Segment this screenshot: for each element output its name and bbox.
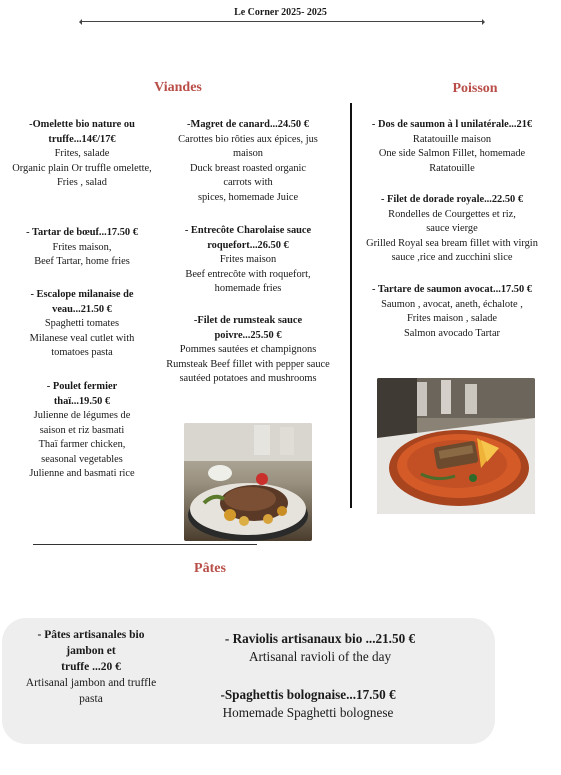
item-desc: pasta xyxy=(79,693,103,705)
item-name: -Magret de canard...24.50 € xyxy=(187,119,309,130)
item-desc: Artisanal ravioli of the day xyxy=(248,649,392,664)
item-desc: Thaï farmer chicken, seasonal vegetables xyxy=(38,439,126,465)
menu-title: Le Corner 2025- 2025 xyxy=(234,7,327,18)
item-name: - Tartare de saumon avocat...17.50 € xyxy=(372,284,532,295)
menu-item-escalope xyxy=(12,288,152,361)
item-desc: Frites maison xyxy=(219,254,277,265)
section-divider xyxy=(33,544,257,545)
item-desc: Saumon , avocat, aneth, échalote , xyxy=(381,298,523,310)
menu-item-entrecote xyxy=(160,224,336,297)
item-desc: homemade fries xyxy=(214,283,282,294)
item-name: -Filet de rumsteak sauce poivre...25.50 € xyxy=(193,315,303,341)
item-desc: Frites maison , salade xyxy=(406,313,498,324)
section-title-poisson: Poisson xyxy=(452,81,498,96)
item-desc: spices, homemade Juice xyxy=(197,191,299,203)
menu-item-rumsteak xyxy=(160,314,336,387)
item-name: truffe ...20 € xyxy=(61,661,121,673)
meat-dish-image xyxy=(184,423,312,541)
photo-meat-dish xyxy=(184,423,312,541)
item-desc: Beef Tartar, home fries xyxy=(34,256,130,267)
menu-item-pates-artisanales xyxy=(8,627,174,707)
item-desc: sauce ,rice and zucchini slice xyxy=(391,252,513,263)
item-name: - Pâtes artisanales bio xyxy=(37,629,145,641)
salmon-dish-image xyxy=(377,378,535,514)
item-desc: Ratatouille xyxy=(429,162,475,174)
item-desc: sautéed potatoes and mushrooms xyxy=(179,373,317,384)
item-name: - Escalope milanaise de veau...21.50 € xyxy=(30,289,134,315)
item-desc: Beef entrecôte with roquefort, xyxy=(185,268,311,280)
item-name: jambon et xyxy=(66,645,116,657)
menu-item-tartar-boeuf xyxy=(12,226,152,270)
item-desc: Julienne and basmati rice xyxy=(29,468,135,479)
item-name: - Filet de dorade royale...22.50 € xyxy=(380,194,524,205)
item-desc: Frites maison, xyxy=(52,241,112,253)
item-name: - Poulet fermier thaï...19.50 € xyxy=(46,381,118,407)
item-desc: Carottes bio rôties aux épices, jus maison xyxy=(178,133,318,159)
menu-item-spaghettis xyxy=(176,686,440,722)
item-desc: Milanese veal cutlet with tomatoes pasta xyxy=(29,332,135,358)
item-desc: Organic plain Or truffle omelette, xyxy=(12,162,152,174)
item-desc: Frites, salade xyxy=(54,148,110,159)
photo-salmon-dish xyxy=(377,378,535,514)
menu-item-saumon-unilaterale xyxy=(352,118,552,176)
item-desc: Ratatouille maison xyxy=(412,133,492,145)
menu-item-omelette xyxy=(12,118,152,191)
item-desc: Artisanal jambon and truffle xyxy=(25,677,157,689)
item-desc: Rondelles de Courgettes et riz, xyxy=(388,208,516,220)
item-desc: Pommes sautées et champignons xyxy=(179,344,317,355)
item-name: - Dos de saumon à l unilatérale...21€ xyxy=(371,119,533,130)
item-desc: sauce vierge xyxy=(426,223,478,234)
item-desc: Julienne de légumes de saison et riz basmati xyxy=(33,410,131,436)
item-name: -Spaghettis bolognaise...17.50 € xyxy=(220,687,396,702)
item-desc: Homemade Spaghetti bolognese xyxy=(222,705,394,720)
item-name: - Raviolis artisanaux bio ...21.50 € xyxy=(224,631,416,646)
menu-item-dorade xyxy=(352,193,552,266)
item-name: -Omelette bio nature ou truffe...14€/17€ xyxy=(29,119,135,145)
item-desc: One side Salmon Fillet, homemade xyxy=(378,148,526,159)
item-desc: Duck breast roasted organic carrots with xyxy=(189,162,307,188)
title-underline-arrow xyxy=(82,21,482,22)
item-desc: Spaghetti tomates xyxy=(44,318,120,329)
section-title-pates: Pâtes xyxy=(194,561,226,576)
item-desc: Rumsteak Beef fillet with pepper sauce xyxy=(166,358,330,370)
item-desc: Grilled Royal sea bream fillet with virgin xyxy=(366,237,538,249)
section-title-viandes: Viandes xyxy=(154,80,202,95)
item-desc: Fries , salad xyxy=(57,177,107,188)
menu-item-magret xyxy=(160,118,336,205)
item-name: - Tartar de bœuf...17.50 € xyxy=(26,227,138,238)
item-desc: Salmon avocado Tartar xyxy=(403,327,501,339)
menu-item-raviolis xyxy=(188,630,452,666)
menu-item-poulet xyxy=(12,380,152,482)
menu-item-tartare-saumon xyxy=(352,283,552,341)
item-name: - Entrecôte Charolaise sauce roquefort...26.50 € xyxy=(184,225,312,251)
